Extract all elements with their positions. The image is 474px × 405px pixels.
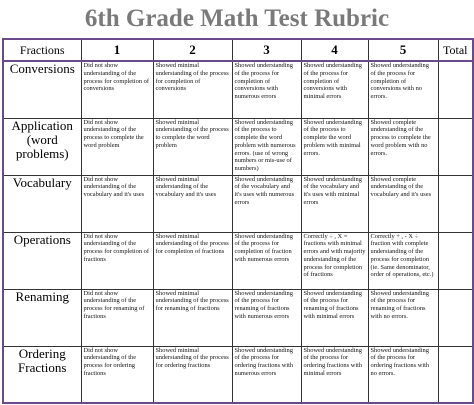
table-cell: Showed understanding of the process for completion of conversions with minimal errors <box>301 61 368 118</box>
table-cell: Did not show understanding of the process for renaming of fractions <box>81 289 153 346</box>
total-cell[interactable] <box>438 346 473 403</box>
table-cell: Showed understanding of the process to complete the word problem with minimal errors. <box>301 118 368 175</box>
table-cell: Showed understanding of the vocabulary and it's uses with minimal errors <box>301 175 368 232</box>
table-cell: Showed understanding of the vocabulary and it's uses with numerous errors <box>232 175 301 232</box>
table-cell: Did not show understanding of the process for completion of conversions <box>81 61 153 118</box>
table-cell: Showed minimal understanding of the process for completion of fractions <box>153 232 232 289</box>
level-header: 2 <box>153 39 232 61</box>
total-header: Total <box>438 39 473 61</box>
table-cell: Showed minimal understanding of the process to complete the word problem <box>153 118 232 175</box>
total-cell[interactable] <box>438 289 473 346</box>
table-cell: Showed understanding of the process for ordering fractions with no errors. <box>368 346 438 403</box>
table-cell: Showed minimal understanding of the process for completion of conversions <box>153 61 232 118</box>
table-row <box>3 118 473 175</box>
table-cell: Showed understanding of the process for completion of conversions with numerous errors <box>232 61 301 118</box>
table-cell: Correctly + , - X ÷ fraction with complete understanding of the process for completion (ie. Same denominator, order of operations, etc.) <box>368 232 438 289</box>
table-cell: Showed understanding of the process for ordering fractions with minimal errors <box>301 346 368 403</box>
table-cell: Did not show understanding of the process to complete the word problem <box>81 118 153 175</box>
row-category: Conversions <box>3 61 81 118</box>
row-category: Application (word problems) <box>3 118 81 175</box>
total-cell[interactable] <box>438 232 473 289</box>
level-header: 3 <box>232 39 301 61</box>
table-cell: Showed understanding of the process for completion of fraction with numerous errors <box>232 232 301 289</box>
table-cell: Showed complete understanding of the vocabulary and it's uses <box>368 175 438 232</box>
rubric-table <box>2 38 474 404</box>
page-title: 6th Grade Math Test Rubric <box>84 5 390 32</box>
header-row <box>3 39 473 61</box>
table-cell: Correctly ÷ , X = fractions with minimal errors and with majority understanding of the process for completion of fractions <box>301 232 368 289</box>
total-cell[interactable] <box>438 61 473 118</box>
row-category: Ordering Fractions <box>3 346 81 403</box>
table-cell: Showed understanding of the process for completion of conversions with no errors. <box>368 61 438 118</box>
table-cell: Showed understanding of the process for renaming of fractions with minimal errors <box>301 289 368 346</box>
row-category: Vocabulary <box>3 175 81 232</box>
table-row <box>3 346 473 403</box>
table-row <box>3 232 473 289</box>
table-cell: Showed complete understanding of the process to complete the word problem with no errors. <box>368 118 438 175</box>
table-cell: Did not show understanding of the vocabulary and it's uses <box>81 175 153 232</box>
table-cell: Showed understanding of the process to complete the word problem with numerous errors. (use of wrong numbers or mis-use of numbers) <box>232 118 301 175</box>
table-cell: Did not show understanding of the process for ordering fractions <box>81 346 153 403</box>
level-header: 4 <box>301 39 368 61</box>
table-cell: Did not show understanding of the process for completion of fractions <box>81 232 153 289</box>
table-cell: Showed minimal understanding of the process for renaming of fractions <box>153 289 232 346</box>
table-cell: Showed understanding of the process for ordering fractions with numerous errors <box>232 346 301 403</box>
table-cell: Showed minimal understanding of the process for ordering fractions <box>153 346 232 403</box>
total-cell[interactable] <box>438 175 473 232</box>
header-corner: Fractions <box>3 39 81 61</box>
table-row <box>3 61 473 118</box>
table-row <box>3 175 473 232</box>
table-row <box>3 289 473 346</box>
total-cell[interactable] <box>438 118 473 175</box>
table-cell: Showed minimal understanding of the vocabulary and it's uses <box>153 175 232 232</box>
level-header: 5 <box>368 39 438 61</box>
table-cell: Showed understanding of the process for renaming of fractions with no errors. <box>368 289 438 346</box>
table-cell: Showed understanding of the process for renaming of fractions with numerous errors <box>232 289 301 346</box>
row-category: Operations <box>3 232 81 289</box>
row-category: Renaming <box>3 289 81 346</box>
level-header: 1 <box>81 39 153 61</box>
